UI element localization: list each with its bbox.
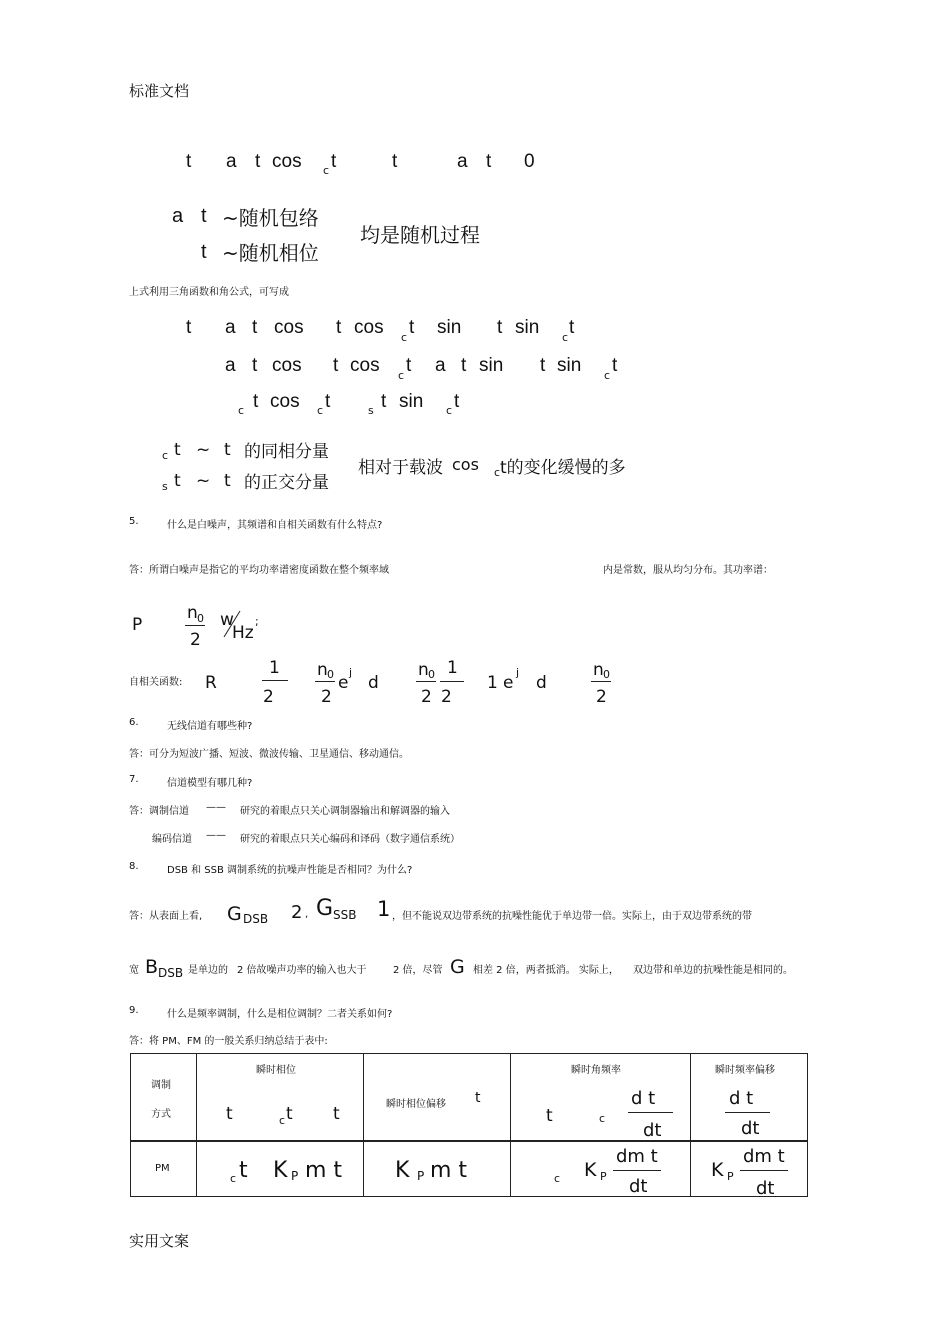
eq-term: t (226, 1104, 233, 1124)
table-header-mod: 调制 (151, 1080, 171, 1091)
eq-subscript: SSB (333, 908, 357, 922)
eq-subscript: c (279, 1114, 286, 1127)
eq-subscript: P (600, 1170, 607, 1183)
inphase-label: 的同相分量 (244, 442, 329, 462)
eq-subscript: s (162, 480, 168, 493)
q7-question: 信道模型有哪几种? (167, 778, 253, 789)
a5-answer-part2: 内是常数，服从均匀分布。其功率谱： (603, 565, 773, 576)
eq-term: K (584, 1159, 597, 1181)
eq-term: t (409, 317, 415, 338)
fraction-bar (591, 681, 611, 682)
q6-question: 无线信道有哪些种? (167, 721, 253, 732)
eq-term: K (273, 1158, 288, 1183)
eq-subscript: DSB (158, 966, 184, 980)
eq-subscript: 0 (428, 668, 435, 681)
eq-term: m t (305, 1158, 343, 1183)
a8-text: 2 倍故噪声功率的输入也大于 (237, 965, 367, 976)
eq-term: a (172, 205, 184, 227)
eq-subscript: c (554, 1172, 561, 1185)
fraction-bar (740, 1170, 788, 1171)
eq-term: t (406, 355, 412, 376)
a6-answer: 答：可分为短波广播、短波、微波传输、卫星通信、移动通信。 (129, 749, 409, 760)
eq-term: 2 (596, 687, 607, 707)
eq-term: n (187, 603, 198, 623)
eq-term: P (132, 615, 143, 635)
a8-text: ，但不能说双边带系统的抗噪性能优于单边带一倍。实际上，由于双边带系统的带 (392, 911, 752, 922)
eq-term: dt (629, 1176, 648, 1197)
slow-note-tail: t的变化缓慢的多 (500, 458, 626, 478)
a8-text: 是单边的 (188, 965, 228, 976)
eq-term: t (201, 205, 207, 227)
eq-superscript: j (516, 666, 520, 679)
page-header: 标准文档 (129, 82, 190, 100)
eq-term: e (338, 673, 349, 693)
fraction-bar (262, 680, 288, 681)
eq-term: G (450, 956, 465, 978)
eq-term: cos (452, 455, 479, 474)
a8-lead: 宽 (129, 965, 139, 976)
eq-subscript: P (417, 1169, 425, 1183)
eq-term: n (593, 660, 604, 680)
eq-subscript: c (162, 449, 169, 462)
eq-superscript: j (349, 666, 353, 679)
eq-term: t (333, 1104, 340, 1124)
eq-term: d t (631, 1088, 656, 1109)
eq-subscript: c (317, 404, 324, 417)
eq-term: w (220, 610, 234, 630)
a5-answer-part1: 答：所谓白噪声是指它的平均功率谱密度函数在整个频率域 (129, 565, 389, 576)
eq-term: cos (272, 151, 302, 172)
eq-term: G (227, 903, 242, 925)
eq-term: e (503, 673, 514, 693)
eq-subscript: c (230, 1172, 237, 1185)
eq-term: t (381, 391, 387, 412)
a7-row1-label: 答：调制信道 (129, 806, 189, 817)
eq-term: n (418, 660, 429, 680)
a7-row2-label: 编码信道 (152, 834, 192, 845)
eq-subscript: c (398, 369, 405, 382)
eq-term: 2 (263, 687, 274, 707)
q7-number: 7. (129, 774, 139, 785)
table-header-phase: 瞬时相位 (256, 1065, 296, 1076)
eq-subscript: 0 (603, 668, 610, 681)
eq-term: d t (729, 1088, 754, 1109)
eq-subscript: c (401, 331, 408, 344)
eq-term: t (546, 1106, 553, 1126)
eq-term: t (255, 151, 261, 172)
page-footer: 实用文案 (129, 1232, 190, 1250)
eq-term: Hz (232, 623, 254, 643)
eq-term: t (569, 317, 575, 338)
eq-term: 0 (524, 151, 535, 172)
eq-term: cos (272, 355, 302, 376)
phase-label: ~随机相位 (222, 241, 319, 265)
eq-term: t (454, 391, 460, 412)
eq-term: 2 (321, 687, 332, 707)
eq-term: 1 (447, 658, 458, 678)
eq-term: t (540, 355, 546, 376)
eq-term: sin (557, 355, 582, 376)
eq-term: R (205, 673, 217, 693)
eq-subscript: c (562, 331, 569, 344)
table-header-freq: 瞬时角频率 (571, 1065, 621, 1076)
fraction-bar (315, 681, 335, 682)
a8-text: 双边带和单边的抗噪性能是相同的。 (633, 965, 793, 976)
fraction-bar (440, 681, 464, 682)
eq-term: t (239, 1158, 248, 1183)
eq-term: G (316, 896, 334, 921)
eq-term: t (224, 471, 231, 491)
eq-term: sin (437, 317, 462, 338)
eq-term: dm t (616, 1146, 658, 1167)
eq-term: dm t (743, 1146, 785, 1167)
a7-row1-text: 研究的着眼点只关心调制器输出和解调器的输入 (240, 806, 450, 817)
quadrature-label: 的正交分量 (244, 473, 329, 493)
eq-term: t (475, 1090, 481, 1106)
eq-term: sin (479, 355, 504, 376)
eq-term: a (226, 151, 237, 172)
eq-term: a (225, 355, 236, 376)
slow-note: 相对于载波 (358, 458, 443, 478)
eq-term: cos (274, 317, 304, 338)
q8-question: DSB 和 SSB 调制系统的抗噪声性能是否相同？为什么? (167, 865, 413, 876)
a7-row2-text: 研究的着眼点只关心编码和译码（数字通信系统） (240, 834, 460, 845)
eq-subscript: c (323, 164, 330, 177)
eq-term: t (612, 355, 618, 376)
eq-subscript: DSB (243, 912, 269, 926)
eq-term: d (368, 673, 379, 693)
eq-subscript: c (494, 466, 501, 479)
fraction-bar (613, 1170, 661, 1171)
q5-question: 什么是白噪声，其频谱和自相关函数有什么特点? (167, 520, 383, 531)
eq-term: t (252, 355, 258, 376)
eq-subscript: 0 (327, 668, 334, 681)
eq-term: t (331, 151, 337, 172)
eq-subscript: P (727, 1170, 734, 1183)
eq-term: t (224, 440, 231, 460)
eq-term: 1 (487, 673, 498, 693)
eq-term: t (174, 471, 181, 491)
eq-term: ; (255, 615, 259, 628)
eq-term: d (536, 673, 547, 693)
table-header-phase-dev: 瞬时相位偏移 (386, 1099, 446, 1110)
eq-term: dt (756, 1178, 775, 1199)
eq-term: 2 (291, 902, 303, 923)
eq-term: dt (643, 1120, 662, 1141)
eq-term: t (486, 151, 492, 172)
eq-term: t (333, 355, 339, 376)
eq-subscript: c (446, 404, 453, 417)
envelope-label: ~随机包络 (222, 206, 319, 230)
eq-subscript: s (368, 404, 374, 417)
eq-term: K (395, 1158, 410, 1183)
a7-row1-dash: —— (206, 802, 226, 813)
eq-term: sin (399, 391, 424, 412)
table-row-label-pm: PM (155, 1163, 170, 1174)
eq-term: 1 (269, 658, 280, 678)
eq-term: ~ (196, 440, 211, 460)
eq-term: cos (270, 391, 300, 412)
eq-term: n (317, 660, 328, 680)
eq-term: a (457, 151, 468, 172)
q8-number: 8. (129, 861, 139, 872)
eq-term: cos (350, 355, 380, 376)
eq-term: B (145, 956, 159, 978)
eq-term: t (253, 391, 259, 412)
eq-term: sin (515, 317, 540, 338)
fraction-bar (628, 1112, 673, 1113)
eq-term: t (286, 1104, 293, 1124)
eq-term: t (252, 317, 258, 338)
eq-term: a (225, 317, 236, 338)
eq-term: t (174, 440, 181, 460)
eq-term: t (186, 317, 192, 338)
eq-term: ~ (196, 471, 211, 491)
eq-term: t (325, 391, 331, 412)
eq-subscript: c (238, 404, 245, 417)
fraction-bar (185, 625, 205, 626)
eq-term: t (497, 317, 503, 338)
eq-term: a (435, 355, 446, 376)
fraction-bar (416, 681, 436, 682)
q6-number: 6. (129, 717, 139, 728)
eq-subscript: P (291, 1169, 299, 1183)
eq-term: , (305, 909, 309, 920)
eq-term: t (392, 151, 398, 172)
eq-term: dt (741, 1118, 760, 1139)
fraction-bar (725, 1112, 770, 1113)
a9-answer: 答：将 PM、FM 的一般关系归纳总结于表中: (129, 1036, 328, 1047)
table-header-freq-dev: 瞬时频率偏移 (715, 1065, 775, 1076)
table-header-mod: 方式 (151, 1109, 171, 1120)
eq-term: m t (430, 1158, 468, 1183)
eq-term: t (336, 317, 342, 338)
eq-subscript: 0 (197, 612, 204, 625)
eq-term: t (461, 355, 467, 376)
eq-term: cos (354, 317, 384, 338)
eq-subscript: c (599, 1112, 606, 1125)
eq-term: t (201, 241, 207, 263)
q5-number: 5. (129, 516, 139, 527)
eq-term: 2 (190, 630, 201, 650)
a8-lead: 答：从表面上看, (129, 911, 203, 922)
eq-term: t (186, 151, 192, 172)
eq-term: K (711, 1159, 724, 1181)
q9-number: 9. (129, 1005, 139, 1016)
a8-text: 相差 2 倍，两者抵消。 实际上， (473, 965, 619, 976)
eq-subscript: c (604, 369, 611, 382)
eq-term: 1 (377, 897, 391, 921)
q9-question: 什么是频率调制，什么是相位调制？二者关系如何? (167, 1009, 393, 1020)
eq-term: 2 (421, 687, 432, 707)
trig-note: 上式利用三角函数和角公式，可写成 (129, 287, 289, 298)
a8-text: 2 倍，尽管 (393, 965, 443, 976)
autocorr-label: 自相关函数: (129, 677, 183, 688)
a7-row2-dash: —— (206, 830, 226, 841)
eq-term: 2 (441, 687, 452, 707)
random-process-note: 均是随机过程 (360, 223, 480, 247)
